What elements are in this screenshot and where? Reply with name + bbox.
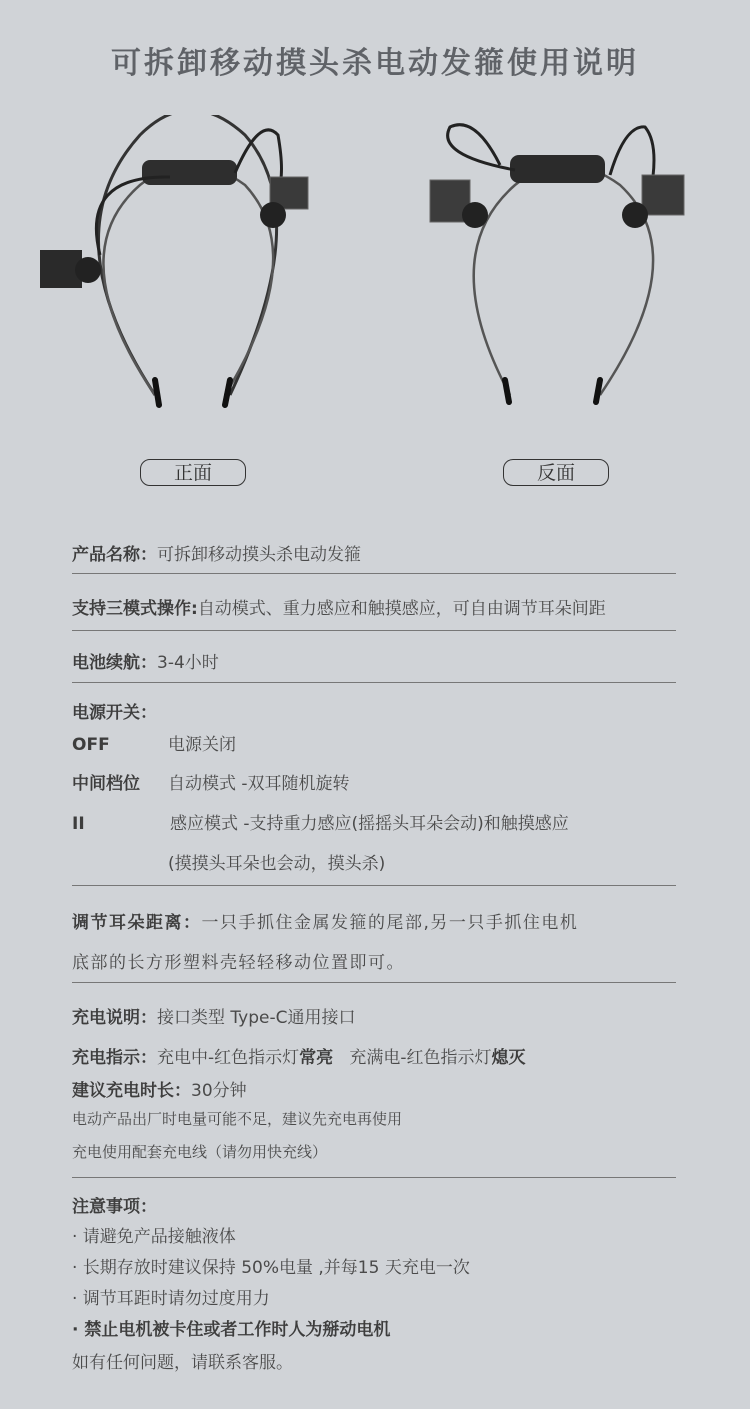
adjust-row-2: 底部的长方形塑料壳轻轻移动位置即可。 (72, 953, 405, 973)
headband-front-image (20, 115, 340, 415)
headband-back-image (405, 115, 725, 415)
battery-row: 电池续航：3-4小时 (72, 653, 219, 673)
divider (72, 630, 676, 631)
note-item: · 长期存放时建议保持 50%电量 ,并每15 天充电一次 (72, 1258, 470, 1278)
charge-note-2: 充电使用配套充电线（请勿用快充线） (72, 1143, 328, 1161)
charge-row: 充电说明：接口类型 Type-C通用接口 (72, 1008, 356, 1028)
back-caption: 反面 (503, 459, 609, 486)
charge-time-row: 建议充电时长：30分钟 (72, 1081, 247, 1101)
charge-indicator-row: 充电指示：充电中-红色指示灯常亮 充满电-红色指示灯熄灭 (72, 1048, 526, 1068)
charge-note-1: 电动产品出厂时电量可能不足，建议先充电再使用 (72, 1110, 403, 1128)
note-warning: · 禁止电机被卡住或者工作时人为掰动电机 (72, 1320, 391, 1340)
divider (72, 573, 676, 574)
divider (72, 1177, 676, 1178)
footer-contact: 如有任何问题，请联系客服。 (72, 1353, 293, 1373)
note-item: · 请避免产品接触液体 (72, 1227, 236, 1247)
product-name-row: 产品名称：可拆卸移动摸头杀电动发箍 (72, 545, 361, 565)
power-ii-row: II 感应模式 -支持重力感应(摇摇头耳朵会动)和触摸感应 (72, 814, 569, 834)
page-title: 可拆卸移动摸头杀电动发箍使用说明 (111, 46, 639, 81)
front-caption: 正面 (140, 459, 246, 486)
notes-label: 注意事项： (72, 1197, 157, 1217)
modes-row: 支持三模式操作:自动模式、重力感应和触摸感应，可自由调节耳朵间距 (72, 599, 606, 619)
power-ii-row-2: (摸摸头耳朵也会动，摸头杀) (168, 854, 386, 874)
note-item: · 调节耳距时请勿过度用力 (72, 1289, 270, 1309)
adjust-row: 调节耳朵距离：一只手抓住金属发箍的尾部,另一只手抓住电机 (72, 913, 579, 933)
divider (72, 982, 676, 983)
power-label: 电源开关： (72, 703, 157, 723)
power-off-row: OFF 电源关闭 (72, 735, 236, 755)
divider (72, 682, 676, 683)
power-mid-row: 中间档位 自动模式 -双耳随机旋转 (72, 774, 350, 794)
divider (72, 885, 676, 886)
